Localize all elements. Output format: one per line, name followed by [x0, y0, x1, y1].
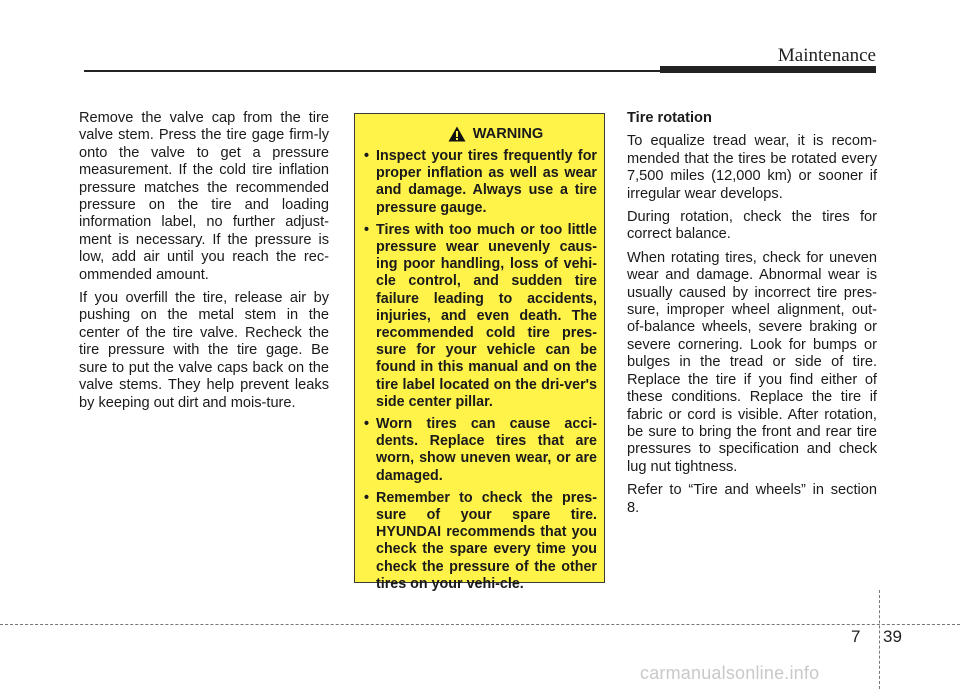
header-rule: [84, 70, 664, 72]
paragraph: Remove the valve cap from the tire valve stem. Press the tire gage firm-ly onto the valve to get a pressure measurement. If the cold tire inflation pressure matches the recommended pressure on the tire and loading information label, no further adjust-ment is necessary. If the pressure is low, add air until you reach the rec-ommended amount.: [79, 110, 329, 283]
paragraph: To equalize tread wear, it is recom-mended that the tires be rotated every 7,500 miles (12,000 km) or sooner if irregular wear develops.: [627, 133, 877, 202]
warning-box: [354, 113, 605, 592]
warning-item: [364, 222, 597, 411]
warning-list: [364, 148, 597, 593]
bullet-icon: •: [364, 416, 370, 433]
watermark: carmanualsonline.info: [640, 663, 820, 683]
page-number: 39: [883, 627, 902, 646]
paragraph: Refer to “Tire and wheels” in section 8.: [627, 482, 877, 516]
paragraph: During rotation, check the tires for correct balance.: [627, 209, 877, 243]
paragraph: When rotating tires, check for uneven wear and damage. Abnormal wear is usually caused by incorrect tire pres-sure, improper wheel alignment, out-of-balance wheels, severe braking or severe cornering. Look for bumps or bulges in the tread or side of tire. Replace the tire if you find either of these conditions. Replace the tire if fabric or cord is visible. After rotation, be sure to bring the front and rear tire pressures to specification and check lug nut tightness.: [627, 249, 877, 475]
chapter-number: 7: [851, 627, 861, 646]
left-column: [79, 110, 329, 418]
footer-divider: [879, 590, 880, 689]
header-rule-accent: [660, 66, 876, 73]
warning-item-text: Inspect your tires frequently for proper inflation as well as wear and damage. Always use a tire pressure gauge.: [376, 148, 597, 216]
header-title: Maintenance: [777, 45, 876, 66]
warning-item: [364, 148, 597, 217]
footer-rule: [0, 624, 960, 625]
warning-item-text: Worn tires can cause acci-dents. Replace tires that are worn, show uneven wear, or are damaged.: [376, 416, 597, 484]
bullet-icon: •: [364, 489, 370, 506]
paragraph: If you overfill the tire, release air by pushing on the metal stem in the center of the tire valve. Recheck the tire pressure with the tire gage. Be sure to put the valve caps back on the valve stems. They help prevent leaks by keeping out dirt and mois-ture.: [79, 290, 329, 411]
warning-triangle-icon: [448, 126, 466, 142]
warning-item: [364, 490, 597, 593]
warning-item: [364, 416, 597, 485]
warning-item-text: Tires with too much or too little pressure wear unevenly caus-ing poor handling, loss of vehi-cle control, and sudden tire failure leading to accidents, injuries, and even death. The recommended cold tire pres-sure for your vehicle can be found in this manual and on the tire label located on the dri-ver's side center pillar.: [376, 221, 597, 410]
warning-item-text: Remember to check the pres-sure of your spare tire. HYUNDAI recommends that you check the spare every time you check the pressure of the other tires on your vehi-cle.: [376, 489, 597, 592]
bullet-icon: •: [364, 148, 370, 164]
bullet-icon: •: [364, 221, 370, 238]
warning-heading: [364, 126, 597, 142]
warning-title: WARNING: [472, 126, 544, 142]
right-column: [627, 110, 877, 523]
section-title: Tire rotation: [627, 110, 712, 126]
